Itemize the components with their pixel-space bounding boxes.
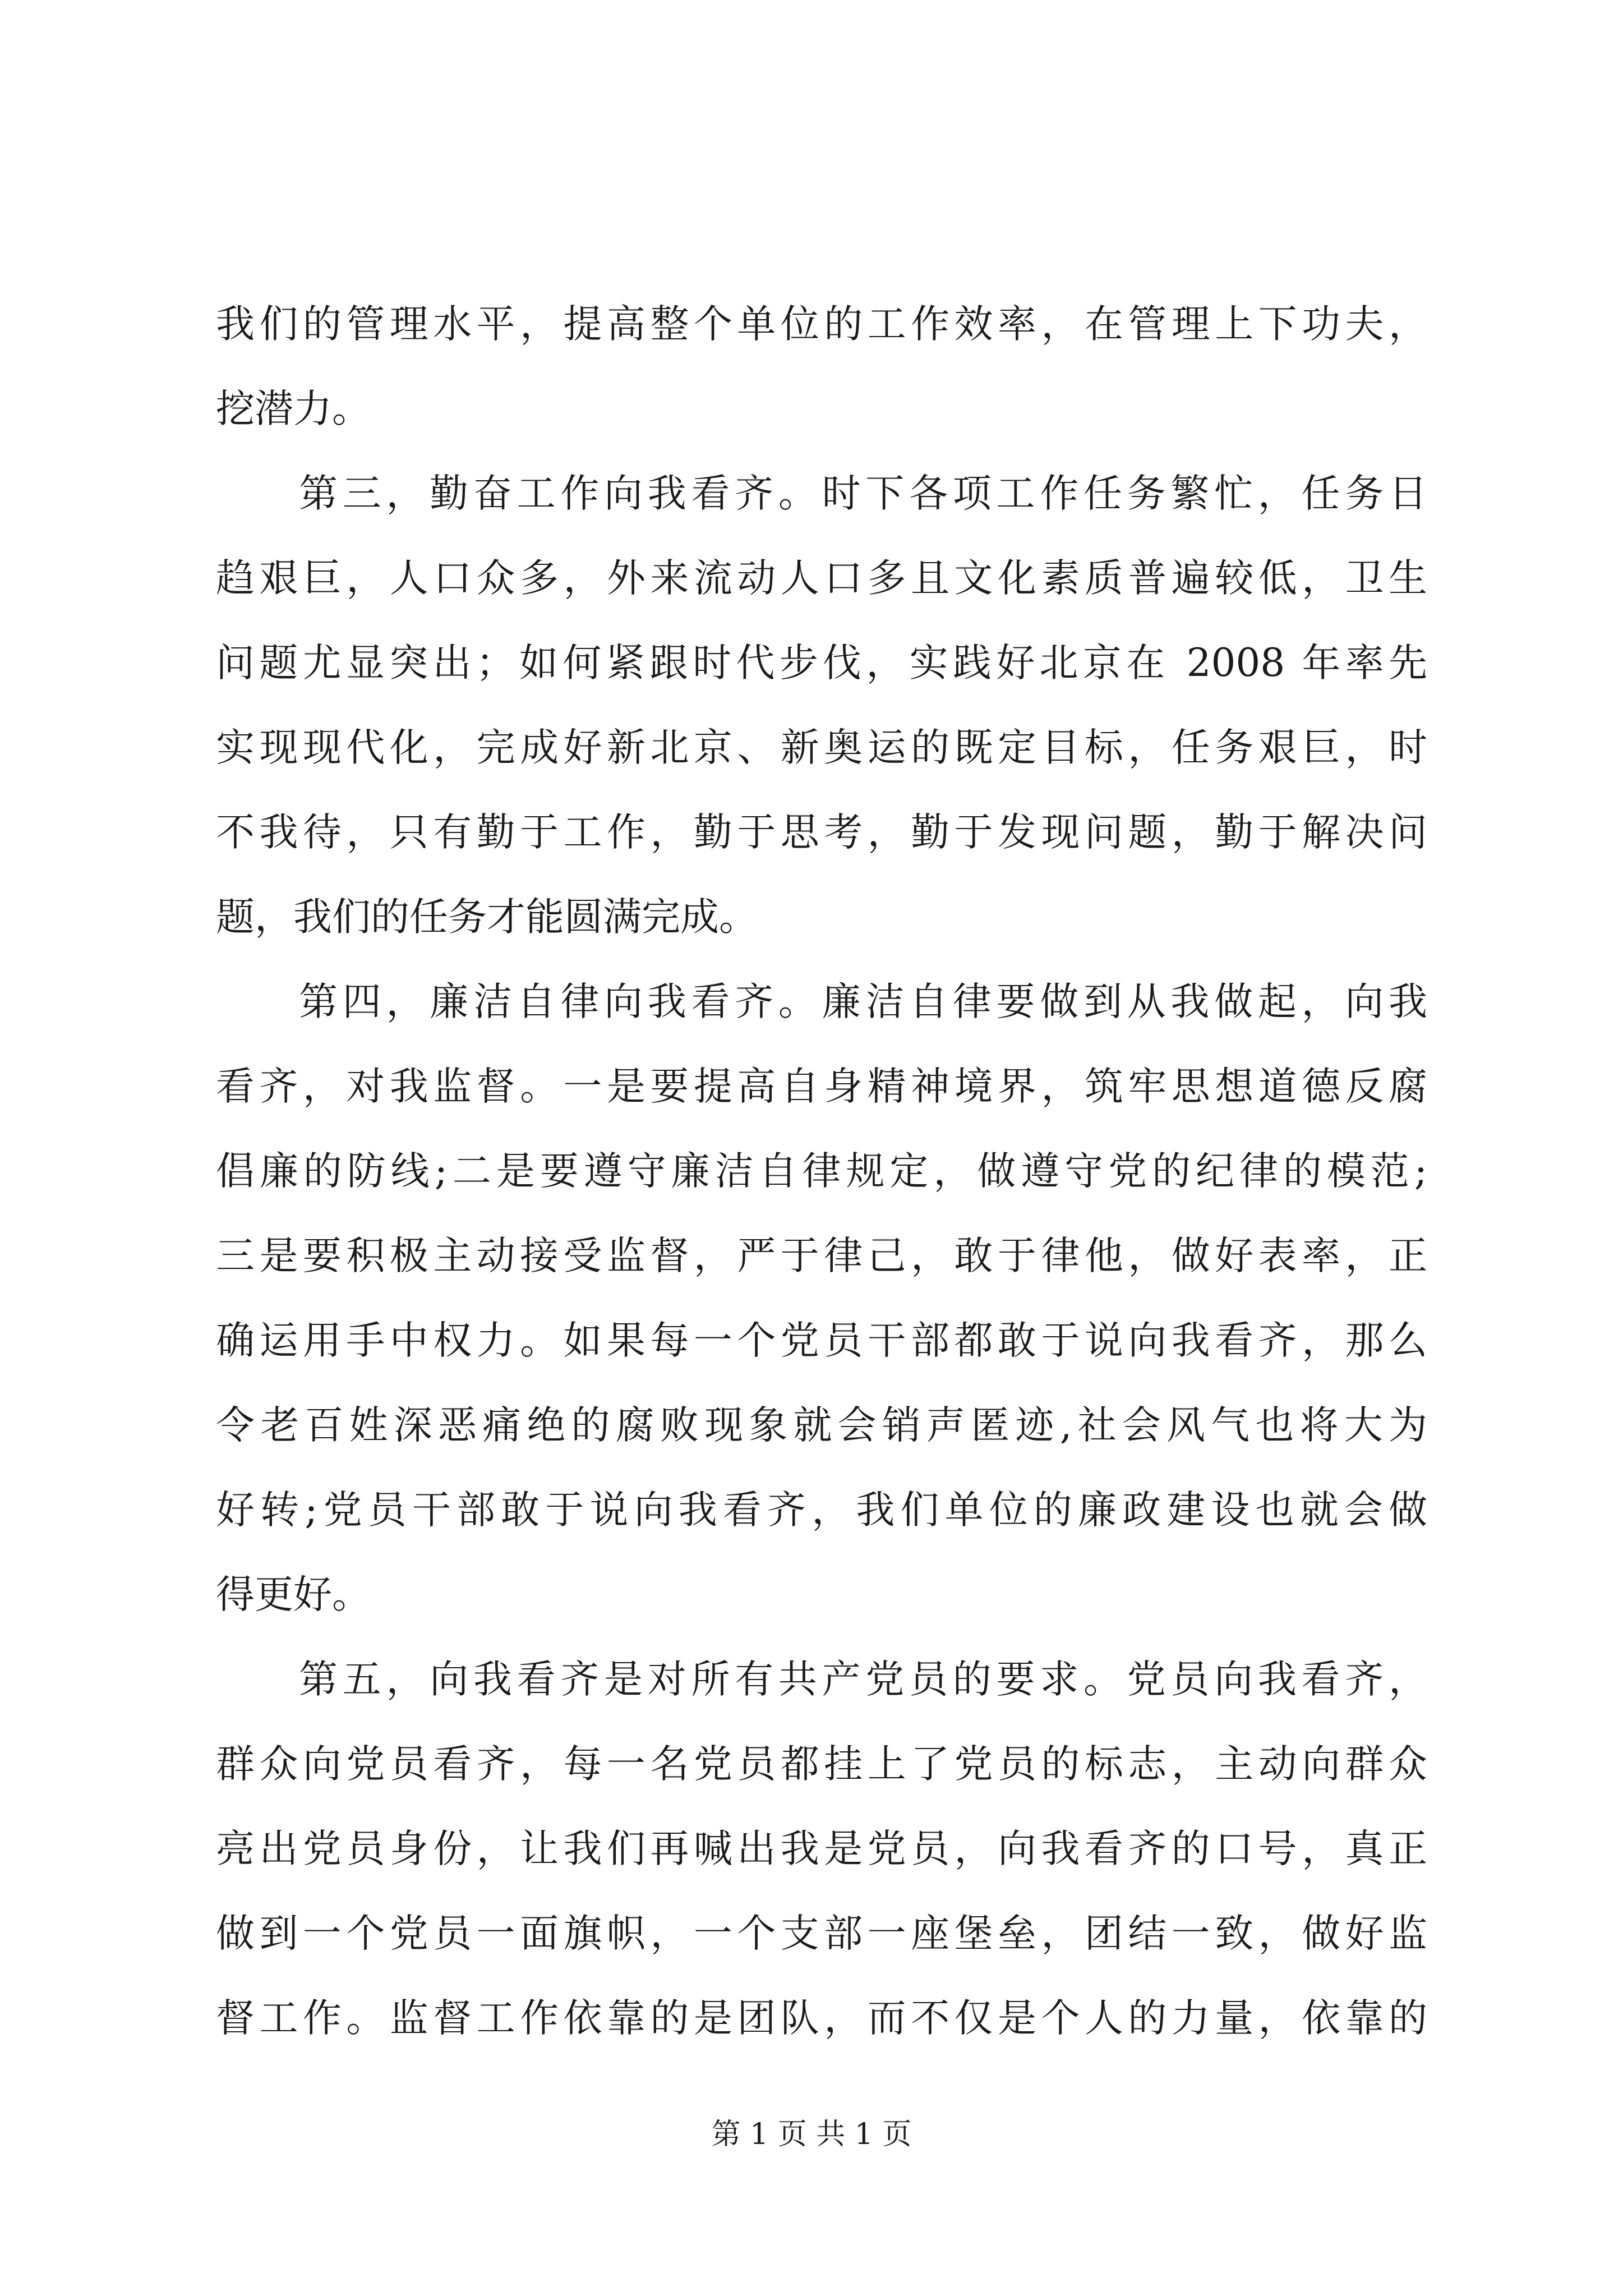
- text-line: 第五，向我看齐是对所有共产党员的要求。党员向我看齐，: [299, 1657, 1427, 1702]
- text-line: 群众向党员看齐，每一名党员都挂上了党员的标志，主动向群众: [216, 1742, 1427, 1787]
- text-line: 倡廉的防线;二是要遵守廉洁自律规定，做遵守党的纪律的模范;: [216, 1149, 1427, 1194]
- text-line: 第四，廉洁自律向我看齐。廉洁自律要做到从我做起，向我: [299, 979, 1427, 1024]
- body-text: [216, 282, 1427, 2061]
- text-line: 不我待，只有勤于工作，勤于思考，勤于发现问题，勤于解决问: [216, 810, 1427, 855]
- page-footer: 第 1 页 共 1 页: [711, 2118, 912, 2151]
- text-line: 问题尤显突出；如何紧跟时代步伐，实践好北京在 2008 年率先: [216, 641, 1427, 685]
- text-line: 挖潜力。: [216, 386, 371, 431]
- text-line: 趋艰巨，人口众多，外来流动人口多且文化素质普遍较低，卫生: [216, 556, 1427, 601]
- text-line: 题，我们的任务才能圆满完成。: [216, 895, 758, 940]
- text-line: 我们的管理水平，提高整个单位的工作效率，在管理上下功夫，: [216, 302, 1427, 347]
- text-line: 得更好。: [216, 1572, 371, 1617]
- text-line: 确运用手中权力。如果每一个党员干部都敢于说向我看齐，那么: [216, 1318, 1427, 1363]
- text-line: 亮出党员身份，让我们再喊出我是党员，向我看齐的口号，真正: [216, 1826, 1427, 1871]
- text-line: 好转;党员干部敢于说向我看齐，我们单位的廉政建设也就会做: [216, 1488, 1427, 1533]
- text-line: 三是要积极主动接受监督，严于律己，敢于律他，做好表率，正: [216, 1234, 1427, 1278]
- text-line: 第三，勤奋工作向我看齐。时下各项工作任务繁忙，任务日: [299, 471, 1427, 516]
- text-line: 实现现代化，完成好新北京、新奥运的既定目标，任务艰巨，时: [216, 725, 1427, 770]
- text-line: 令老百姓深恶痛绝的腐败现象就会销声匿迹,社会风气也将大为: [216, 1403, 1427, 1448]
- text-line: 做到一个党员一面旗帜，一个支部一座堡垒，团结一致，做好监: [216, 1911, 1427, 1956]
- text-line: 看齐，对我监督。一是要提高自身精神境界，筑牢思想道德反腐: [216, 1064, 1427, 1109]
- text-line: 督工作。监督工作依靠的是团队，而不仅是个人的力量，依靠的: [216, 1996, 1427, 2041]
